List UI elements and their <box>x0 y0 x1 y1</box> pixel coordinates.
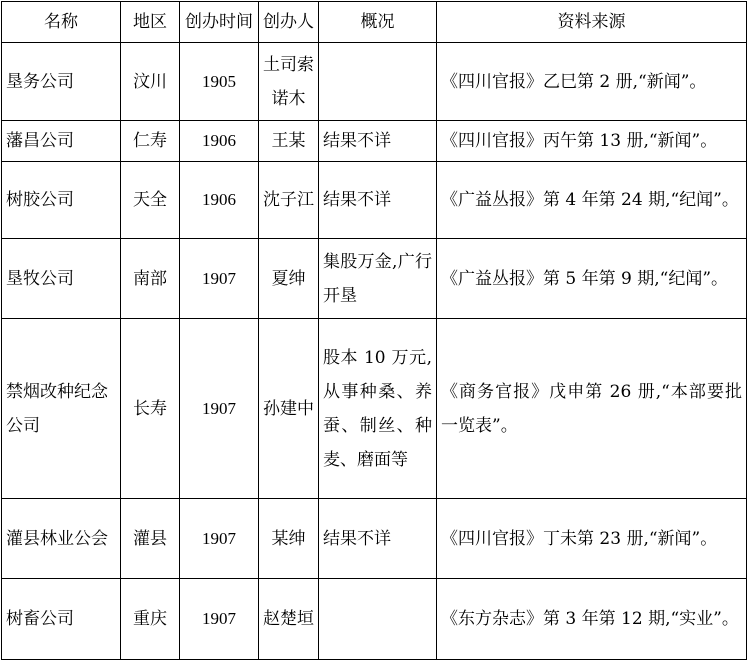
cell-year: 1905 <box>180 43 259 121</box>
companies-table <box>1 1 747 660</box>
cell-overview: 结果不详 <box>319 162 437 239</box>
header-year: 创办时间 <box>180 2 259 43</box>
cell-name: 灌县林业公会 <box>2 499 121 579</box>
cell-source: 《四川官报》乙巳第 2 册,“新闻”。 <box>437 43 747 121</box>
header-region: 地区 <box>121 2 180 43</box>
header-overview: 概况 <box>319 2 437 43</box>
cell-founder: 土司索诺木 <box>259 43 319 121</box>
table-row <box>2 162 747 239</box>
cell-source: 《四川官报》丁未第 23 册,“新闻”。 <box>437 499 747 579</box>
cell-source: 《广益丛报》第 5 年第 9 期,“纪闻”。 <box>437 239 747 319</box>
cell-overview: 结果不详 <box>319 121 437 162</box>
cell-overview <box>319 579 437 660</box>
cell-overview <box>319 43 437 121</box>
table-row <box>2 121 747 162</box>
cell-name: 树畜公司 <box>2 579 121 660</box>
table-row <box>2 239 747 319</box>
cell-region: 长寿 <box>121 319 180 499</box>
cell-overview: 集股万金,广行开垦 <box>319 239 437 319</box>
header-row <box>2 2 747 43</box>
cell-region: 天全 <box>121 162 180 239</box>
cell-region: 仁寿 <box>121 121 180 162</box>
cell-year: 1907 <box>180 319 259 499</box>
cell-region: 南部 <box>121 239 180 319</box>
cell-source: 《四川官报》丙午第 13 册,“新闻”。 <box>437 121 747 162</box>
cell-overview: 股本 10 万元,从事种桑、养蚕、制丝、种麦、磨面等 <box>319 319 437 499</box>
cell-year: 1906 <box>180 162 259 239</box>
table-row <box>2 319 747 499</box>
cell-name: 垦牧公司 <box>2 239 121 319</box>
cell-source: 《商务官报》戊申第 26 册,“本部要批一览表”。 <box>437 319 747 499</box>
table-row <box>2 499 747 579</box>
cell-region: 汶川 <box>121 43 180 121</box>
cell-name: 藩昌公司 <box>2 121 121 162</box>
cell-name: 树胶公司 <box>2 162 121 239</box>
cell-source: 《广益丛报》第 4 年第 24 期,“纪闻”。 <box>437 162 747 239</box>
header-source: 资料来源 <box>437 2 747 43</box>
cell-year: 1907 <box>180 239 259 319</box>
table-row <box>2 579 747 660</box>
cell-region: 灌县 <box>121 499 180 579</box>
cell-name: 禁烟改种纪念公司 <box>2 319 121 499</box>
cell-founder: 沈子江 <box>259 162 319 239</box>
cell-founder: 孙建中 <box>259 319 319 499</box>
table-row <box>2 43 747 121</box>
cell-year: 1907 <box>180 499 259 579</box>
cell-year: 1906 <box>180 121 259 162</box>
cell-overview: 结果不详 <box>319 499 437 579</box>
header-name: 名称 <box>2 2 121 43</box>
cell-founder: 某绅 <box>259 499 319 579</box>
cell-region: 重庆 <box>121 579 180 660</box>
header-founder: 创办人 <box>259 2 319 43</box>
cell-source: 《东方杂志》第 3 年第 12 期,“实业”。 <box>437 579 747 660</box>
cell-year: 1907 <box>180 579 259 660</box>
cell-founder: 王某 <box>259 121 319 162</box>
cell-founder: 赵楚垣 <box>259 579 319 660</box>
cell-founder: 夏绅 <box>259 239 319 319</box>
cell-name: 垦务公司 <box>2 43 121 121</box>
